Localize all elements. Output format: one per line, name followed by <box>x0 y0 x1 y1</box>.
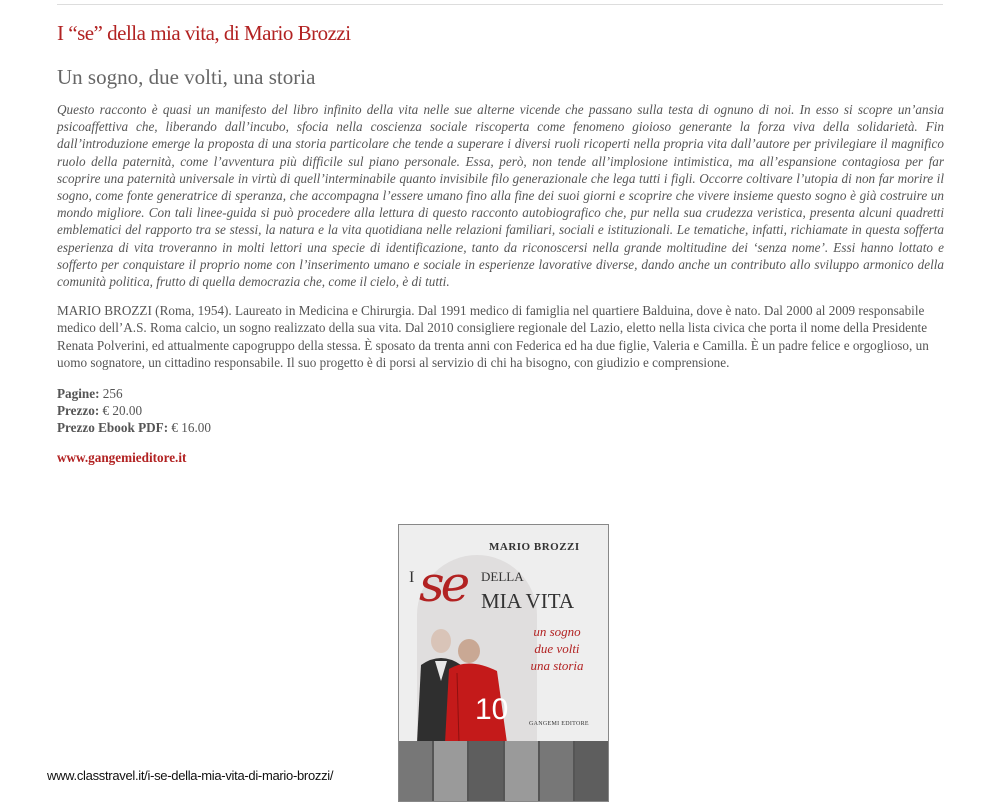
top-divider <box>57 4 943 5</box>
article-title: I “se” della mia vita, di Mario Brozzi <box>57 21 351 45</box>
cover-strip-photo <box>505 741 538 801</box>
cover-tagline-line: una storia <box>530 658 584 673</box>
cover-strip-photo <box>434 741 467 801</box>
ebook-price-label: Prezzo Ebook PDF: <box>57 420 169 436</box>
pages-value: 256 <box>99 386 123 402</box>
cover-jersey-number: 10 <box>475 693 509 726</box>
book-cover <box>398 524 609 802</box>
ebook-price-row <box>57 419 944 436</box>
cover-photo-strip <box>399 741 608 801</box>
price-value: € 20.00 <box>99 403 143 419</box>
cover-title-mia-vita: MIA VITA <box>481 589 575 613</box>
cover-publisher: GANGEMI EDITORE <box>529 721 589 727</box>
publisher-site-link[interactable]: www.gangemieditore.it <box>57 449 187 465</box>
author-bio: MARIO BROZZI (Roma, 1954). Laureato in Medicina e Chirurgia. Dal 1991 medico di famiglia nel quartiere Balduina, dove è nato. Dal 2000 al 2009 responsabile medico dell’A.S. Roma calcio, un sogno realizzato della sua vita. Dal 2010 consigliere regionale del Lazio, eletto nella lista civica che porta il nome della Presidente Renata Polverini, ed attualmente capogruppo della stessa. È sposato da trenta anni con Federica ed ha due figlie, Valeria e Camilla. È un padre felice e orgoglioso, un uomo sognatore, un cittadino responsabile. Il suo progetto è di porsi al servizio di chi ha bisogno, con giudizio e comprensione. <box>57 303 929 370</box>
article <box>57 20 944 467</box>
cover-strip-photo <box>575 741 608 801</box>
pages-row <box>57 385 944 402</box>
cover-strip-photo <box>399 741 432 801</box>
book-details <box>57 385 944 437</box>
cover-title-i: I <box>409 569 415 586</box>
cover-title-della: DELLA <box>481 569 524 584</box>
cover-strip-photo <box>540 741 573 801</box>
cover-tagline-line: un sogno <box>533 624 581 639</box>
cover-tagline <box>517 623 597 674</box>
cover-tagline-line: due volti <box>534 641 580 656</box>
ebook-price-value: € 16.00 <box>168 420 211 436</box>
price-label: Prezzo: <box>57 403 100 419</box>
cover-strip-photo <box>469 741 502 801</box>
cover-photo-embrace <box>399 621 524 743</box>
intro-paragraph: Questo racconto è quasi un manifesto del libro infinito della vita nelle sue alterne vicende che passano sulla testa di ognuno di noi. In esso si scopre un’ansia psicoaffettiva che, liberando dall’incubo, sfocia nella coscienza sociale riscoperta come fenomeno gioioso generante la forza viva della solidarietà. Fin dall’introduzione emerge la proposta di una storia particolare che tende a superare i diversi ruoli ricoperti nella propria vita dall’autore per privilegiare il magnifico ruolo della paternità, come l’avventura più difficile sul piano personale. Essa, però, non tende all’implosione intimistica, ma all’espansione contagiosa per far scoprire una paternità universale in virtù di quell’interminabile quanto invisibile filo generazionale che lega tutti i figli. Occorre coltivare l’utopia di non far morire il sogno, come fonte generatrice di speranza, che accompagna l’essere umano fino alla fine dei suoi giorni e scoprire che vivere insieme questo sogno è già costruire un mondo migliore. Con tali linee-guida si può procedere alla lettura di questo racconto autobiografico che, pur nella sua crudezza veristica, presenta alcuni quadretti emblematici del rapporto tra se stessi, la natura e la vita quotidiana nelle relazioni familiari, sociali e istituzionali. Le tematiche, infatti, richiamate in questa sofferta esperienza di vita troveranno in molti lettori una specie di identificazione, tanto da riconoscersi nella grande moltitudine dei ‘senza nome’. Essi hanno lottato e sofferto per conquistare il proprio nome con l’inserimento umano e sociale in esperienze lavorative diverse, dando anche un contributo allo sviluppo armonico della comunità politica, frutto di quella democrazia che, come il cielo, è di tutti. <box>57 102 944 290</box>
source-url-caption: www.classtravel.it/i-se-della-mia-vita-di-mario-brozzi/ <box>47 768 334 783</box>
cover-title-se: se <box>419 555 467 613</box>
pages-label: Pagine: <box>57 386 100 402</box>
cover-author: MARIO BROZZI <box>489 541 580 553</box>
price-row <box>57 402 944 419</box>
article-subtitle: Un sogno, due volti, una storia <box>57 65 316 89</box>
